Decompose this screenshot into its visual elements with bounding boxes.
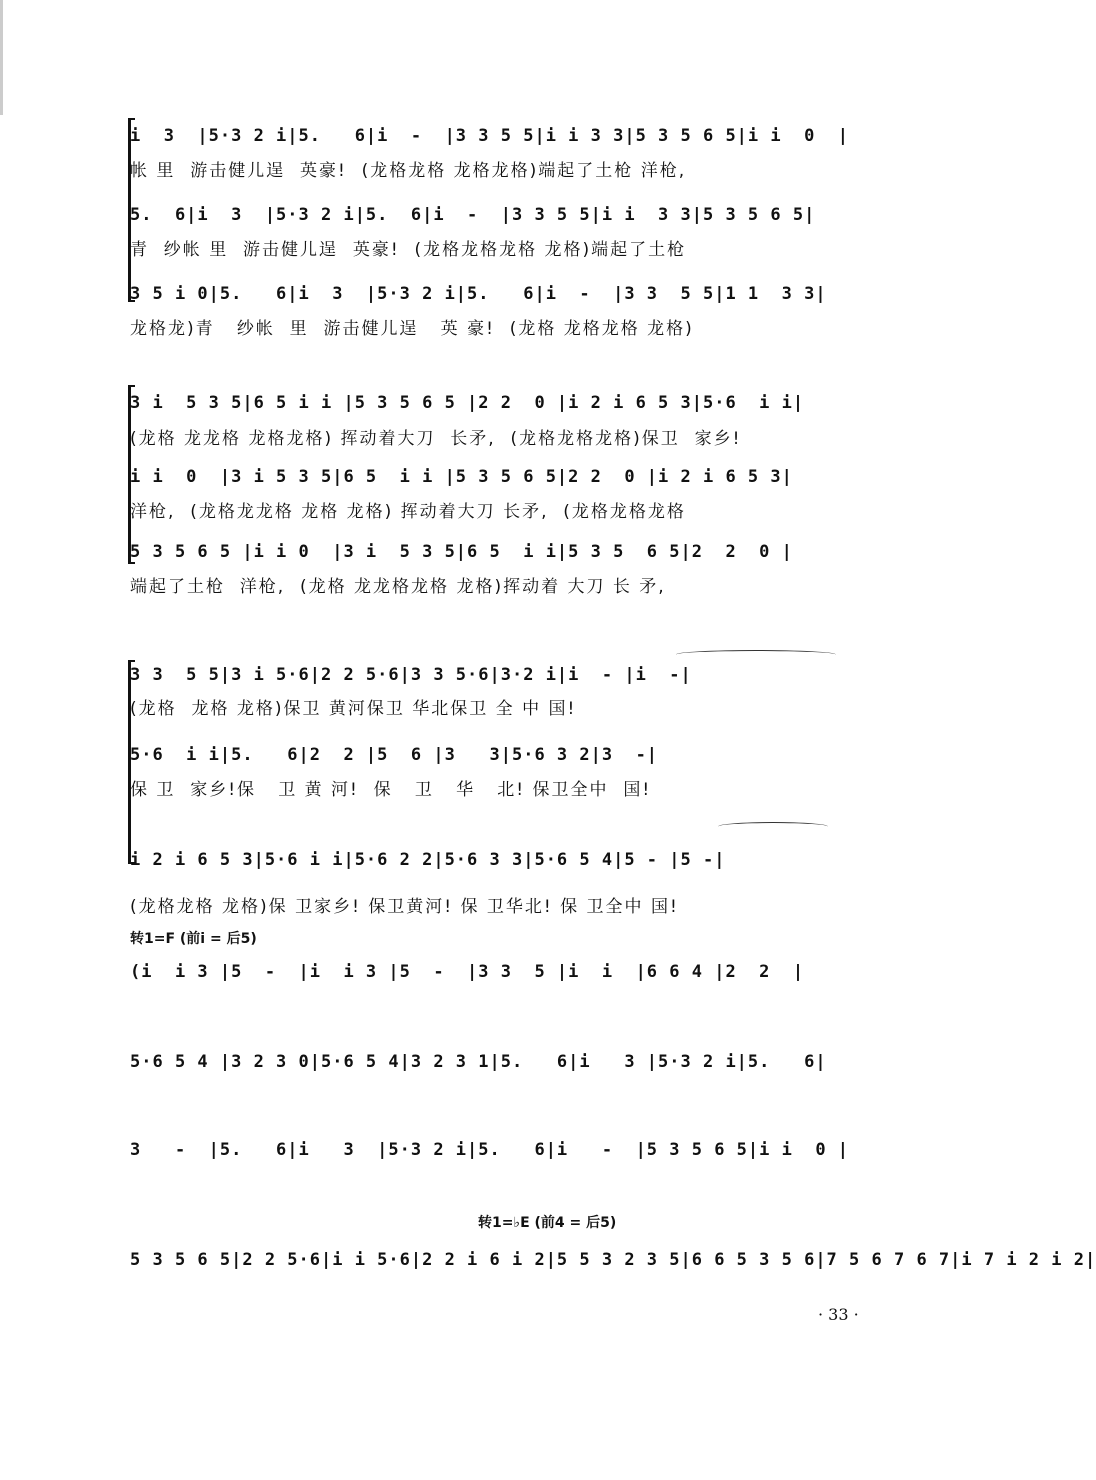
page-edge <box>0 0 3 115</box>
s2-part3-lyrics: 端起了土枪 洋枪, (龙格 龙龙格龙格 龙格)挥动着 大刀 长 矛, <box>130 577 666 597</box>
tie-arc <box>676 650 836 659</box>
key-change-f: 转1=F (前i = 后5) <box>130 931 257 947</box>
s1-part2-lyrics: 青 纱帐 里 游击健儿逞 英豪! (龙格龙格龙格 龙格)端起了土枪 <box>130 240 687 260</box>
s2-part1-notes: 3 i 5 3 5|6 5 i i |5 3 5 6 5 |2 2 0 |i 2 i 6 5 3|5·6 i i| <box>130 393 805 413</box>
s2-part2-notes: i i 0 |3 i 5 3 5|6 5 i i |5 3 5 6 5|2 2 0 |i 2 i 6 5 3| <box>130 467 793 487</box>
tie-arc <box>718 822 828 831</box>
page-number: · 33 · <box>818 1305 859 1324</box>
s2-part2-lyrics: 洋枪, (龙格龙龙格 龙格 龙格) 挥动着大刀 长矛, (龙格龙格龙格 <box>130 502 686 522</box>
s2-part1-lyrics: (龙格 龙龙格 龙格龙格) 挥动着大刀 长矛, (龙格龙格龙格)保卫 家乡! <box>130 429 742 449</box>
s3-part2-notes: 5·6 i i|5. 6|2 2 |5 6 |3 3|5·6 3 2|3 -| <box>130 745 659 765</box>
instrumental-line-2: 5·6 5 4 |3 2 3 0|5·6 5 4|3 2 3 1|5. 6|i 3 |5·3 2 i|5. 6| <box>130 1052 827 1072</box>
s1-part3-notes: 3 5 i 0|5. 6|i 3 |5·3 2 i|5. 6|i - |3 3 5 5|1 1 3 3| <box>130 284 827 304</box>
s1-part1-notes: i 3 |5·3 2 i|5. 6|i - |3 3 5 5|i i 3 3|5 3 5 6 5|i i 0 | <box>130 126 850 146</box>
s3-part1-lyrics: (龙格 龙格 龙格)保卫 黄河保卫 华北保卫 全 中 国! <box>130 699 577 719</box>
instrumental-line-3: 3 - |5. 6|i 3 |5·3 2 i|5. 6|i - |5 3 5 6 5|i i 0 | <box>130 1140 850 1160</box>
s1-part3-lyrics: 龙格龙)青 纱帐 里 游击健儿逞 英 豪! (龙格 龙格龙格 龙格) <box>130 319 694 339</box>
s3-part3-notes: i 2 i 6 5 3|5·6 i i|5·6 2 2|5·6 3 3|5·6 5 4|5 - |5 -| <box>130 850 726 870</box>
s3-part2-lyrics: 保 卫 家乡!保 卫 黄 河! 保 卫 华 北! 保卫全中 国! <box>130 780 652 800</box>
s3-part3-lyrics: (龙格龙格 龙格)保 卫家乡! 保卫黄河! 保 卫华北! 保 卫全中 国! <box>130 897 679 917</box>
key-change-eb: 转1=♭E (前4 = 后5) <box>478 1215 617 1231</box>
s1-part1-lyrics: 帐 里 游击健儿逞 英豪! (龙格龙格 龙格龙格)端起了土枪 洋枪, <box>130 161 687 181</box>
instrumental-line-1: (i i 3 |5 - |i i 3 |5 - |3 3 5 |i i |6 6 4 |2 2 | <box>130 962 805 982</box>
s2-part3-notes: 5 3 5 6 5 |i i 0 |3 i 5 3 5|6 5 i i|5 3 5 6 5|2 2 0 | <box>130 542 793 562</box>
final-line: 5 3 5 6 5|2 2 5·6|i i 5·6|2 2 i 6 i 2|5 5 3 2 3 5|6 6 5 3 5 6|7 5 6 7 6 7|i 7 i 2 i 2| <box>130 1250 1096 1270</box>
s3-part1-notes: 3 3 5 5|3 i 5·6|2 2 5·6|3 3 5·6|3·2 i|i - |i -| <box>130 665 692 685</box>
s1-part2-notes: 5. 6|i 3 |5·3 2 i|5. 6|i - |3 3 5 5|i i 3 3|5 3 5 6 5| <box>130 205 816 225</box>
